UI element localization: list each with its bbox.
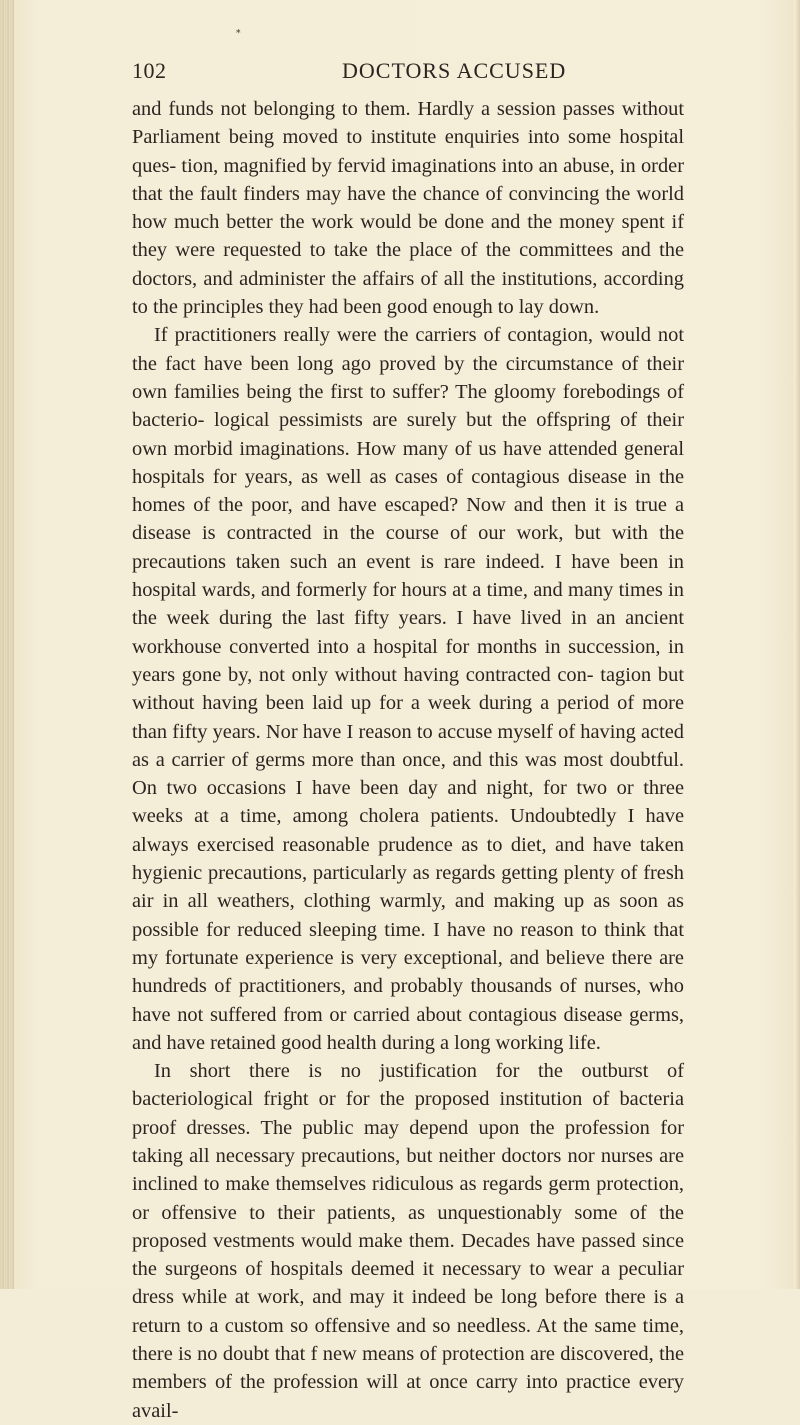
body-text [132, 95, 684, 1425]
page-number: 102 [132, 58, 167, 83]
paragraph-justification: In short there is no justification for the outburst of bacteriological fright or for the proposed institution of bacteria proof dresses. The public may depend upon the profession for taking all necessary precautions, but neither doctors nor nurses are inclined to make themselves ridiculous as regards germ protection, or offensive to their patients, as unquestionably some of the proposed vestments would make them. Decades have passed since the surgeons of hospitals deemed it necessary to wear a peculiar dress while at work, and may it indeed be long before there is a return to a custom so offensive and so needless. At the same time, there is no doubt that f new means of protection are discovered, the members of the profession will at once carry into practice every avail- [132, 1060, 684, 1422]
running-head: DOCTORS ACCUSED [342, 58, 567, 83]
paragraph-continued: and funds not belonging to them. Hardly a session passes without Parliament being moved to institute enquiries into some hospital ques- tion, magnified by fervid imaginations into an abuse, in order that the fault finders may have the chance of convincing the world how much better the work would be done and the money spent if they were requested to take the place of the committees and the doctors, and administer the affairs of all the institutions, according to the principles they had been good enough to lay down. [132, 98, 684, 319]
page-edge [794, 0, 800, 1289]
binding-gutter [0, 0, 14, 1289]
paragraph-contagion: If practitioners really were the carriers of contagion, would not the fact have been long ago proved by the circumstance of their own families being the first to suffer? The gloomy forebodings of bacterio- logical pessimists are surely but the offspring of their own morbid imaginations. How many of us have attended general hospitals for years, as well as cases of contagious disease in the homes of the poor, and have escaped? Now and then it is true a disease is contracted in the course of our work, but with the precautions taken such an event is rare indeed. I have been in hospital wards, and formerly for hours at a time, and many times in the week during the last fifty years. I have lived in an ancient workhouse converted into a hospital for months in succession, in years gone by, not only without having contracted con- tagion but without having been laid up for a week during a period of more than fifty years. Nor have I reason to accuse myself of having acted as a carrier of germs more than once, and this was most doubtful. On two occasions I have been day and night, for two or three weeks at a time, among cholera patients. Undoubtedly I have always exercised reasonable prudence as to diet, and have taken hygienic precautions, particularly as regards getting plenty of fresh air in all weathers, clothing warmly, and making up as soon as possible for reduced sleeping time. I have no reason to think that my fortunate experience is very exceptional, and believe there are hundreds of practitioners, and probably thousands of nurses, who have not suffered from or carried about contagious disease germs, and have retained good health during a long working life. [132, 324, 684, 1054]
page-header [132, 56, 682, 86]
ink-mark: * [236, 29, 241, 39]
